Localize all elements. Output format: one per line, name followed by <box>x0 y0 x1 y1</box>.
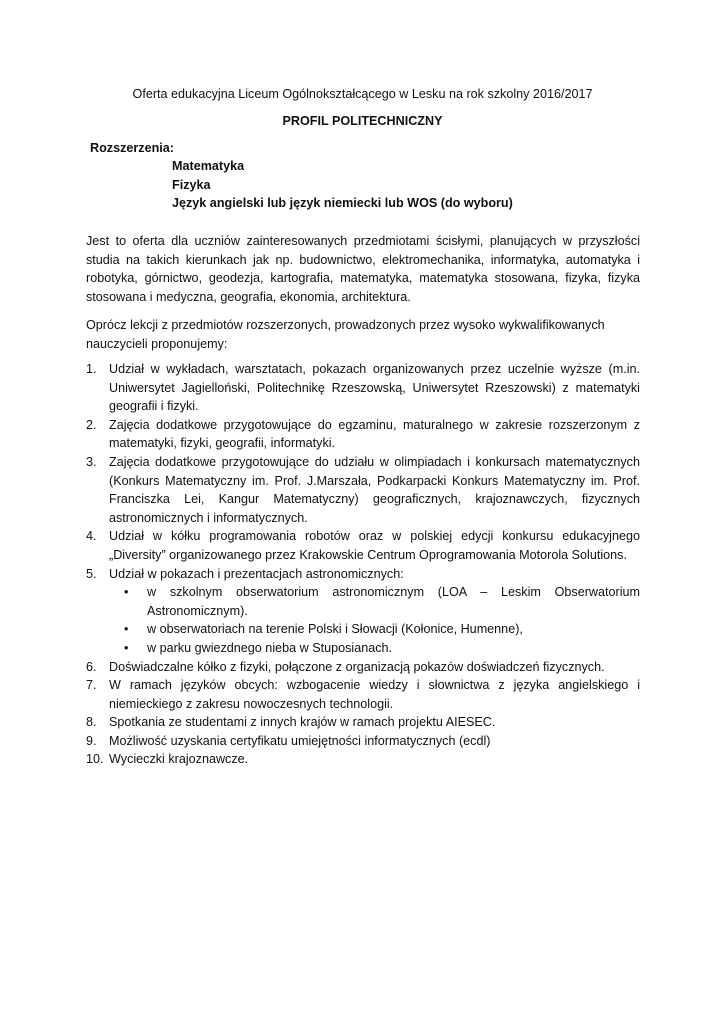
offer-item <box>86 676 640 713</box>
offer-item <box>86 453 640 527</box>
offer-text: Spotkania ze studentami z innych krajów w ramach projektu AIESEC. <box>109 715 496 730</box>
offer-number: 9. <box>86 733 97 748</box>
extensions-label: Rozszerzenia: <box>90 141 174 155</box>
offer-item <box>86 732 640 751</box>
offer-number: 8. <box>86 715 97 730</box>
offer-item <box>86 713 640 732</box>
sublist-item <box>109 583 640 620</box>
extension-item: Język angielski lub język niemiecki lub WOS (do wyboru) <box>172 196 513 211</box>
offer-text: Udział w wykładach, warsztatach, pokazach organizowanych przez uczelnie wyższe (m.in. Uniwersytet Jagielloński, Politechnikę Rzeszowską, Uniwersytet Rzeszowski) z matematyki geografii i fizyki. <box>109 362 640 414</box>
offer-text: Zajęcia dodatkowe przygotowujące do udziału w olimpiadach i konkursach matematycznych (Konkurs Matematyczny im. Prof. J.Marszała, Podkarpacki Konkurs Matematyczny im. Prof. Franciszka Lei, Kangur Matematyczny) geograficznych, krajoznawczych, fizycznych astronomicznych i informatycznych. <box>109 454 640 525</box>
sublist-item <box>109 620 640 639</box>
offer-item <box>86 416 640 453</box>
bullet-icon: • <box>124 640 129 655</box>
offer-text: Możliwość uzyskania certyfikatu umiejętności informatycznych (ecdl) <box>109 733 491 748</box>
sublist-item <box>109 639 640 658</box>
bullet-icon: • <box>124 622 129 637</box>
offer-text: Udział w pokazach i prezentacjach astronomicznych: <box>109 566 404 581</box>
offer-item <box>86 658 640 677</box>
offer-number: 2. <box>86 417 97 432</box>
offer-number: 5. <box>86 566 97 581</box>
document-title: Oferta edukacyjna Liceum Ogólnokształcącego w Lesku na rok szkolny 2016/2017 <box>132 87 593 101</box>
sublist-text: w parku gwiezdnego nieba w Stuposianach. <box>147 640 393 655</box>
bullet-icon: • <box>124 585 129 600</box>
sublist-text: w obserwatoriach na terenie Polski i Słowacji (Kołonice, Humenne), <box>147 622 523 637</box>
lead-paragraph: Oprócz lekcji z przedmiotów rozszerzonych, prowadzonych przez wysoko wykwalifikowanych nauczycieli proponujemy: <box>86 318 605 351</box>
offer-number: 10. <box>86 752 104 767</box>
offer-number: 3. <box>86 454 97 469</box>
astronomy-sublist <box>109 583 640 657</box>
offer-number: 6. <box>86 659 97 674</box>
offer-item <box>86 360 640 416</box>
offer-item <box>86 750 640 769</box>
intro-paragraph: Jest to oferta dla uczniów zainteresowanych przedmiotami ścisłymi, planujących w przyszłości studia na takich kierunkach jak np. budownictwo, elektromechanika, informatyka, automatyka i robotyka, górnictwo, geodezja, kartografia, matematyka, matematyka stosowana, fizyka, fizyka stosowana i medyczna, geografia, ekonomia, architektura. <box>86 234 640 304</box>
offer-number: 7. <box>86 678 97 693</box>
offer-text: Udział w kółku programowania robotów oraz w polskiej edycji konkursu edukacyjnego „Diversity” organizowanego przez Krakowskie Centrum Oprogramowania Motorola Solutions. <box>109 529 640 562</box>
sublist-text: w szkolnym obserwatorium astronomicznym (LOA – Leskim Obserwatorium Astronomicznym). <box>147 585 640 618</box>
extension-item: Fizyka <box>172 177 211 192</box>
offer-number: 4. <box>86 529 97 544</box>
offer-item <box>86 565 640 658</box>
extension-item: Matematyka <box>172 159 245 173</box>
offer-text: Wycieczki krajoznawcze. <box>109 752 249 767</box>
offer-text: Zajęcia dodatkowe przygotowujące do egzaminu, maturalnego w zakresie rozszerzonym z matematyki, fizyki, geografii, informatyki. <box>109 417 640 451</box>
offer-number: 1. <box>86 362 97 376</box>
offer-item <box>86 527 640 564</box>
offer-text: Doświadczalne kółko z fizyki, połączone z organizacją pokazów doświadczeń fizycznych. <box>109 659 605 674</box>
profile-heading: PROFIL POLITECHNICZNY <box>282 114 443 128</box>
extensions-list <box>172 157 513 213</box>
offers-list <box>86 360 640 769</box>
offer-text: W ramach języków obcych: wzbogacenie wiedzy i słownictwa z języka angielskiego i niemieckiego z zakresu nowoczesnych technologii. <box>109 678 640 711</box>
